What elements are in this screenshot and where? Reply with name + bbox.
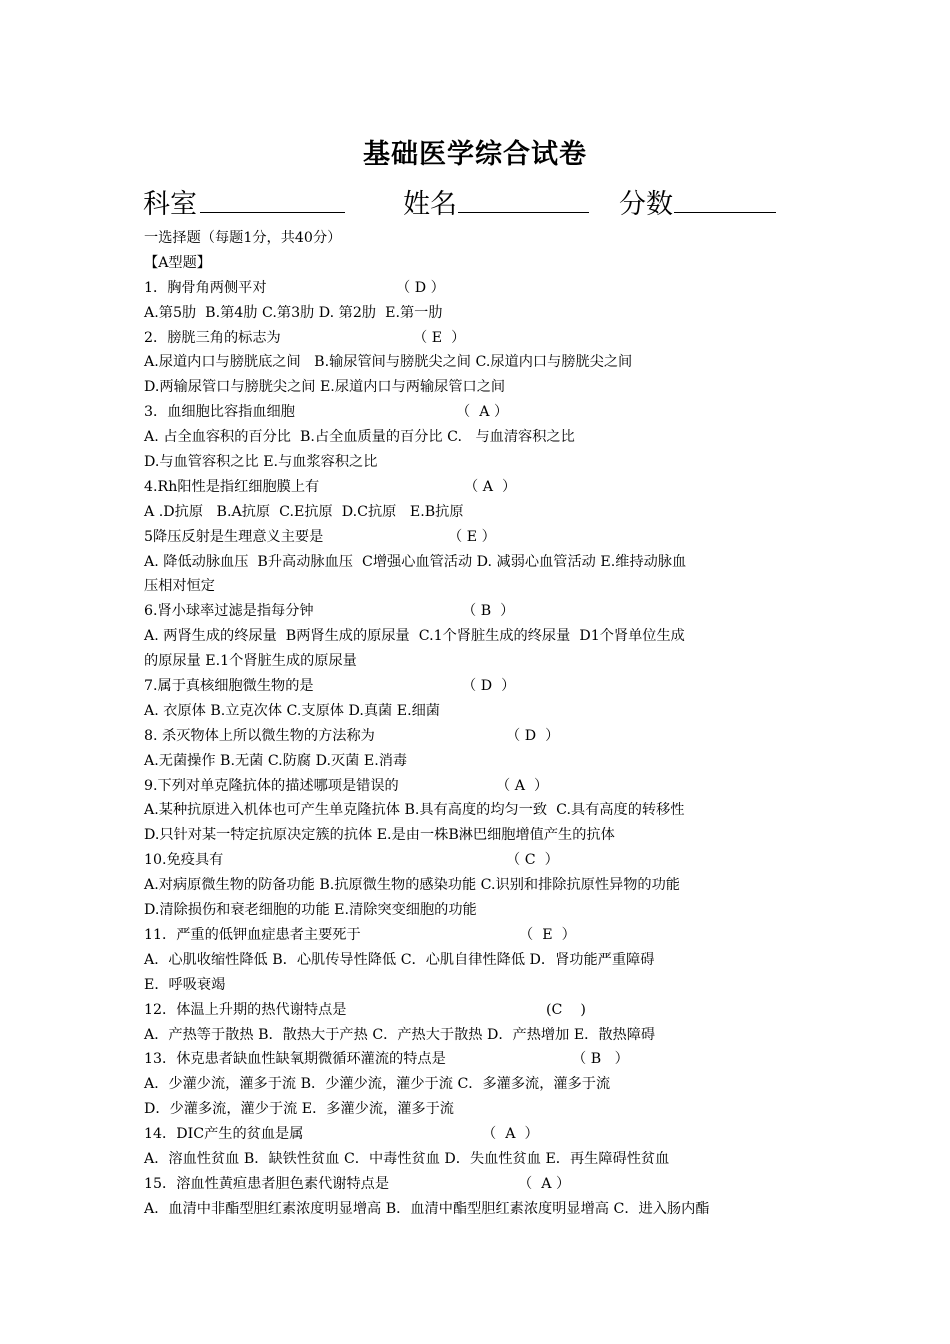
question-answer: （ D ） [506,727,560,744]
question-text: 13．休克患者缺血性缺氧期微循环灌流的特点是 [144,1051,446,1068]
question-answer: （ B ） [572,1051,629,1068]
question-options: A.尿道内口与膀胱底之间 B.输尿管间与膀胱尖之间 C.尿道内口与膀胱尖之间 [144,354,633,371]
question-options: A.对病原微生物的防备功能 B.抗原微生物的感染功能 C.识别和排除抗原性异物的功能 [144,877,680,894]
question-stem [144,1172,824,1197]
section-heading: 一选择题（每题1分，共40分） [144,230,342,246]
question-options: A. 占全血容积的百分比 B.占全血质量的百分比 C. 与血清容积之比 [144,429,575,446]
question-options: E．呼吸衰竭 [144,976,226,993]
question-stem [144,400,824,425]
question-text: 14．DIC产生的贫血是属 [144,1126,304,1143]
question-text: 1．胸骨角两侧平对 [144,279,267,296]
question-options: 的原尿量 E.1个肾脏生成的原尿量 [144,653,357,670]
question-options: 压相对恒定 [144,578,215,595]
question-answer: （ A ） [464,478,517,495]
question-options: A.无菌操作 B.无菌 C.防腐 D.灭菌 E.消毒 [144,752,408,769]
question-stem [144,923,824,948]
score-label: 分数 [619,189,673,220]
question-options: A．少灌少流，灌多于流 B．少灌少流，灌少于流 C．多灌多流，灌多于流 [144,1076,611,1093]
question-text: 2．膀胱三角的标志为 [144,329,281,346]
question-text: 8. 杀灭物体上所以微生物的方法称为 [144,727,375,744]
question-stem [144,848,824,873]
question-options: A.某种抗原进入机体也可产生单克隆抗体 B.具有高度的均匀一致 C.具有高度的转移性 [144,802,685,819]
question-text: 6.肾小球率过滤是指每分钟 [144,603,314,620]
question-text: 3．血细胞比容指血细胞 [144,404,295,421]
question-answer: （ A ） [496,777,549,794]
question-stem [144,326,824,351]
exam-title: 基础医学综合试卷 [363,139,587,170]
question-answer: （ C ） [506,852,559,869]
question-list [144,276,824,1222]
question-answer: （ A ） [482,1126,539,1143]
question-text: 5降压反射是生理意义主要是 [144,528,324,545]
question-options: D．少灌多流，灌少于流 E．多灌少流，灌多于流 [144,1101,454,1118]
question-answer: （ B ） [462,603,515,620]
question-answer: （ E ） [519,926,576,943]
question-options: A．溶血性贫血 B．缺铁性贫血 C．中毒性贫血 D．失血性贫血 E．再生障碍性贫血 [144,1150,670,1167]
type-label: 【A型题】 [144,254,211,271]
question-options: A. 降低动脉血压 B升高动脉血压 C增强心血管活动 D. 减弱心血管活动 E.维持动脉血 [144,553,687,570]
question-answer: （ D ） [462,678,516,695]
dept-label: 科室 [143,189,197,220]
question-options: D.两输尿管口与膀胱尖之间 E.尿道内口与两输尿管口之间 [144,379,506,396]
question-stem [144,998,824,1023]
question-answer: （ A ） [456,404,509,421]
question-text: 7.属于真核细胞微生物的是 [144,678,314,695]
question-stem [144,674,824,699]
question-answer: （ A ） [518,1175,571,1192]
question-text: 9.下列对单克隆抗体的描述哪项是错误的 [144,777,399,794]
question-stem [144,475,824,500]
question-answer: （ E ） [413,329,466,346]
question-options: D.清除损伤和衰老细胞的功能 E.清除突变细胞的功能 [144,902,477,919]
question-body [144,226,824,1222]
question-answer: （ D ） [396,279,445,296]
question-stem [144,724,824,749]
question-options: A．产热等于散热 B．散热大于产热 C．产热大于散热 D．产热增加 E．散热障碍 [144,1026,656,1043]
question-options: A .D抗原 B.A抗原 C.E抗原 D.C抗原 E.B抗原 [144,503,464,520]
dept-blank [200,212,345,213]
question-options: A. 衣原体 B.立克次体 C.支原体 D.真菌 E.细菌 [144,702,440,719]
question-options: D.只针对某一特定抗原决定簇的抗体 E.是由一株B淋巴细胞增值产生的抗体 [144,827,615,844]
question-stem [144,1122,824,1147]
question-text: 10.免疫具有 [144,852,224,869]
question-text: 15．溶血性黄疸患者胆色素代谢特点是 [144,1175,390,1192]
question-stem [144,599,824,624]
name-blank [458,212,589,213]
question-text: 11．严重的低钾血症患者主要死于 [144,926,361,943]
question-stem [144,774,824,799]
question-options: A. 两肾生成的终尿量 B两肾生成的原尿量 C.1个肾脏生成的终尿量 D1个肾单位生成 [144,628,685,645]
question-stem [144,276,824,301]
name-label: 姓名 [403,189,457,220]
question-options: D.与血管容积之比 E.与血浆容积之比 [144,454,378,471]
question-options: A.第5肋 B.第4肋 C.第3肋 D. 第2肋 E.第一肋 [144,304,443,321]
question-answer: (C ) [546,1001,586,1018]
question-stem [144,1047,824,1072]
score-blank [674,212,776,213]
question-text: 4.Rh阳性是指红细胞膜上有 [144,478,320,495]
question-answer: （ E ） [448,528,496,545]
question-stem [144,525,824,550]
question-options: A．心肌收缩性降低 B．心肌传导性降低 C．心肌自律性降低 D．肾功能严重障碍 [144,951,655,968]
question-text: 12．体温上升期的热代谢特点是 [144,1001,347,1018]
question-options: A．血清中非酯型胆红素浓度明显增高 B．血清中酯型胆红素浓度明显增高 C．进入肠内酯 [144,1200,710,1217]
